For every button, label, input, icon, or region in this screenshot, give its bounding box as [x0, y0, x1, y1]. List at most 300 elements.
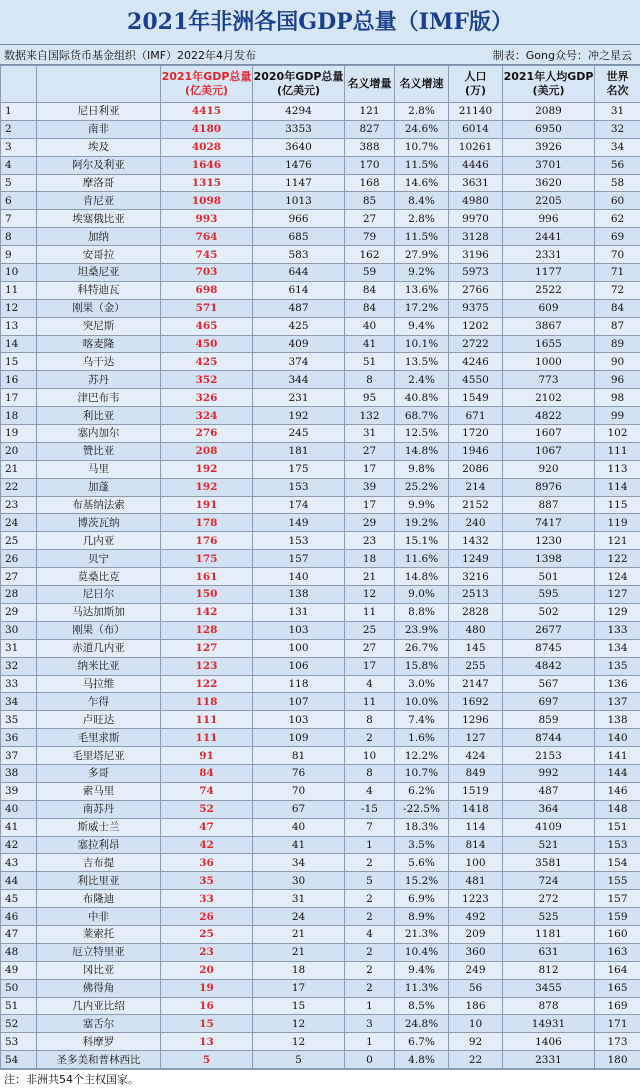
per-capita-cell: 6950 [503, 120, 595, 138]
table-row [1, 961, 640, 979]
increase-cell: 17 [345, 496, 395, 514]
increase-cell: 132 [345, 407, 395, 425]
rank-cell: 13 [1, 317, 37, 335]
population-cell: 1418 [449, 800, 503, 818]
table-row [1, 442, 640, 460]
gdp2020-cell: 30 [253, 872, 345, 890]
increase-cell: 4 [345, 782, 395, 800]
population-cell: 2147 [449, 675, 503, 693]
country-cell: 安哥拉 [37, 246, 161, 264]
gdp2020-cell: 81 [253, 747, 345, 765]
per-capita-cell: 8745 [503, 639, 595, 657]
per-capita-cell: 4842 [503, 657, 595, 675]
growth-cell: 15.1% [395, 532, 449, 550]
gdp2020-cell: 12 [253, 1015, 345, 1033]
rank-cell: 14 [1, 335, 37, 353]
table-row [1, 603, 640, 621]
table-row [1, 925, 640, 943]
header-gdp2021-line2: (亿美元) [161, 84, 252, 98]
growth-cell: 9.4% [395, 961, 449, 979]
population-cell: 3216 [449, 568, 503, 586]
per-capita-cell: 2331 [503, 246, 595, 264]
rank-cell: 36 [1, 729, 37, 747]
gdp2020-cell: 4294 [253, 103, 345, 121]
country-cell: 贝宁 [37, 550, 161, 568]
gdp-table [0, 65, 640, 1069]
table-row [1, 192, 640, 210]
growth-cell: 24.6% [395, 120, 449, 138]
world-rank-cell: 114 [595, 478, 640, 496]
world-rank-cell: 111 [595, 442, 640, 460]
per-capita-cell: 567 [503, 675, 595, 693]
population-cell: 2828 [449, 603, 503, 621]
increase-cell: 2 [345, 979, 395, 997]
growth-cell: 11.5% [395, 228, 449, 246]
gdp2020-cell: 149 [253, 514, 345, 532]
population-cell: 100 [449, 854, 503, 872]
per-capita-cell: 3581 [503, 854, 595, 872]
growth-cell: 2.8% [395, 103, 449, 121]
population-cell: 424 [449, 747, 503, 765]
population-cell: 1692 [449, 693, 503, 711]
growth-cell: 11.6% [395, 550, 449, 568]
header-world-rank-line1: 世界 [595, 70, 640, 84]
world-rank-cell: 165 [595, 979, 640, 997]
rank-cell: 52 [1, 1015, 37, 1033]
gdp2020-cell: 1013 [253, 192, 345, 210]
table-row [1, 246, 640, 264]
per-capita-cell: 920 [503, 460, 595, 478]
header-gdp2020 [253, 66, 345, 103]
per-capita-cell: 1607 [503, 425, 595, 443]
gdp2021-cell: 111 [161, 711, 253, 729]
country-cell: 布基纳法索 [37, 496, 161, 514]
country-cell: 圣多美和普林西比 [37, 1051, 161, 1069]
growth-cell: 8.9% [395, 908, 449, 926]
growth-cell: 15.8% [395, 657, 449, 675]
table-row [1, 890, 640, 908]
population-cell: 481 [449, 872, 503, 890]
world-rank-cell: 134 [595, 639, 640, 657]
table-row [1, 747, 640, 765]
per-capita-cell: 773 [503, 371, 595, 389]
country-cell: 加纳 [37, 228, 161, 246]
population-cell: 209 [449, 925, 503, 943]
per-capita-cell: 8744 [503, 729, 595, 747]
population-cell: 9970 [449, 210, 503, 228]
country-cell: 乌干达 [37, 353, 161, 371]
country-cell: 喀麦隆 [37, 335, 161, 353]
growth-cell: 9.8% [395, 460, 449, 478]
increase-cell: 21 [345, 568, 395, 586]
world-rank-cell: 135 [595, 657, 640, 675]
population-cell: 255 [449, 657, 503, 675]
growth-cell: 14.6% [395, 174, 449, 192]
rank-cell: 53 [1, 1033, 37, 1051]
increase-cell: 59 [345, 264, 395, 282]
country-cell: 坦桑尼亚 [37, 264, 161, 282]
growth-cell: 4.8% [395, 1051, 449, 1069]
rank-cell: 39 [1, 782, 37, 800]
increase-cell: 8 [345, 711, 395, 729]
increase-cell: 10 [345, 747, 395, 765]
world-rank-cell: 98 [595, 389, 640, 407]
table-row [1, 729, 640, 747]
per-capita-cell: 1655 [503, 335, 595, 353]
growth-cell: 9.2% [395, 264, 449, 282]
gdp2020-cell: 157 [253, 550, 345, 568]
table-row [1, 657, 640, 675]
table-row [1, 228, 640, 246]
gdp2020-cell: 109 [253, 729, 345, 747]
world-rank-cell: 157 [595, 890, 640, 908]
country-cell: 阿尔及利亚 [37, 156, 161, 174]
per-capita-cell: 878 [503, 997, 595, 1015]
gdp2020-cell: 21 [253, 943, 345, 961]
growth-cell: 10.0% [395, 693, 449, 711]
growth-cell: 26.7% [395, 639, 449, 657]
increase-cell: 2 [345, 908, 395, 926]
rank-cell: 4 [1, 156, 37, 174]
increase-cell: 2 [345, 890, 395, 908]
population-cell: 671 [449, 407, 503, 425]
credit-text: 制表：Gong众号：冲之星云 [493, 47, 632, 63]
growth-cell: 5.6% [395, 854, 449, 872]
per-capita-cell: 609 [503, 299, 595, 317]
growth-cell: -22.5% [395, 800, 449, 818]
growth-cell: 10.1% [395, 335, 449, 353]
rank-cell: 12 [1, 299, 37, 317]
country-cell: 厄立特里亚 [37, 943, 161, 961]
gdp2020-cell: 245 [253, 425, 345, 443]
gdp2020-cell: 231 [253, 389, 345, 407]
table-row [1, 818, 640, 836]
gdp2021-cell: 191 [161, 496, 253, 514]
world-rank-cell: 180 [595, 1051, 640, 1069]
header-world-rank-line2: 名次 [595, 84, 640, 98]
header-gdp2021 [161, 66, 253, 103]
increase-cell: 170 [345, 156, 395, 174]
table-row [1, 568, 640, 586]
population-cell: 22 [449, 1051, 503, 1069]
source-text: 数据来自国际货币基金组织（IMF）2022年4月发布 [4, 47, 256, 63]
country-cell: 尼日利亚 [37, 103, 161, 121]
rank-cell: 6 [1, 192, 37, 210]
country-cell: 津巴布韦 [37, 389, 161, 407]
per-capita-cell: 1406 [503, 1033, 595, 1051]
population-cell: 2766 [449, 281, 503, 299]
rank-cell: 50 [1, 979, 37, 997]
population-cell: 4550 [449, 371, 503, 389]
gdp2021-cell: 1315 [161, 174, 253, 192]
gdp2021-cell: 425 [161, 353, 253, 371]
gdp2021-cell: 192 [161, 460, 253, 478]
population-cell: 10261 [449, 138, 503, 156]
header-population-line1: 人口 [449, 70, 502, 84]
growth-cell: 9.9% [395, 496, 449, 514]
header-growth-line1: 名义增速 [395, 77, 448, 91]
per-capita-cell: 501 [503, 568, 595, 586]
growth-cell: 25.2% [395, 478, 449, 496]
gdp2021-cell: 127 [161, 639, 253, 657]
increase-cell: 18 [345, 550, 395, 568]
population-cell: 6014 [449, 120, 503, 138]
table-header-row [1, 66, 640, 103]
gdp2021-cell: 1646 [161, 156, 253, 174]
gdp2021-cell: 19 [161, 979, 253, 997]
country-cell: 毛里塔尼亚 [37, 747, 161, 765]
country-cell: 塞舌尔 [37, 1015, 161, 1033]
population-cell: 492 [449, 908, 503, 926]
country-cell: 吉布提 [37, 854, 161, 872]
gdp2021-cell: 324 [161, 407, 253, 425]
country-cell: 利比亚 [37, 407, 161, 425]
country-cell: 马里 [37, 460, 161, 478]
gdp2021-cell: 176 [161, 532, 253, 550]
growth-cell: 6.9% [395, 890, 449, 908]
per-capita-cell: 2677 [503, 621, 595, 639]
gdp2020-cell: 174 [253, 496, 345, 514]
world-rank-cell: 70 [595, 246, 640, 264]
population-cell: 1223 [449, 890, 503, 908]
population-cell: 2722 [449, 335, 503, 353]
gdp2020-cell: 103 [253, 621, 345, 639]
table-row [1, 586, 640, 604]
gdp2020-cell: 3640 [253, 138, 345, 156]
increase-cell: 8 [345, 371, 395, 389]
per-capita-cell: 4822 [503, 407, 595, 425]
increase-cell: 1 [345, 836, 395, 854]
gdp2021-cell: 178 [161, 514, 253, 532]
population-cell: 1249 [449, 550, 503, 568]
increase-cell: 2 [345, 943, 395, 961]
population-cell: 2513 [449, 586, 503, 604]
gdp2021-cell: 15 [161, 1015, 253, 1033]
per-capita-cell: 3867 [503, 317, 595, 335]
increase-cell: 84 [345, 299, 395, 317]
population-cell: 1296 [449, 711, 503, 729]
gdp2020-cell: 583 [253, 246, 345, 264]
table-row [1, 675, 640, 693]
country-cell: 莱索托 [37, 925, 161, 943]
per-capita-cell: 631 [503, 943, 595, 961]
header-world-rank [595, 66, 640, 103]
per-capita-cell: 1177 [503, 264, 595, 282]
growth-cell: 40.8% [395, 389, 449, 407]
rank-cell: 19 [1, 425, 37, 443]
world-rank-cell: 69 [595, 228, 640, 246]
per-capita-cell: 7417 [503, 514, 595, 532]
world-rank-cell: 133 [595, 621, 640, 639]
world-rank-cell: 140 [595, 729, 640, 747]
world-rank-cell: 122 [595, 550, 640, 568]
world-rank-cell: 153 [595, 836, 640, 854]
growth-cell: 18.3% [395, 818, 449, 836]
population-cell: 360 [449, 943, 503, 961]
gdp2021-cell: 1098 [161, 192, 253, 210]
increase-cell: 121 [345, 103, 395, 121]
rank-cell: 43 [1, 854, 37, 872]
world-rank-cell: 155 [595, 872, 640, 890]
header-per-capita [503, 66, 595, 103]
table-row [1, 174, 640, 192]
increase-cell: 4 [345, 675, 395, 693]
increase-cell: 29 [345, 514, 395, 532]
population-cell: 4446 [449, 156, 503, 174]
gdp2021-cell: 175 [161, 550, 253, 568]
gdp2020-cell: 192 [253, 407, 345, 425]
gdp2020-cell: 76 [253, 764, 345, 782]
increase-cell: 95 [345, 389, 395, 407]
rank-cell: 41 [1, 818, 37, 836]
rank-cell: 51 [1, 997, 37, 1015]
growth-cell: 17.2% [395, 299, 449, 317]
country-cell: 马达加斯加 [37, 603, 161, 621]
table-row [1, 800, 640, 818]
gdp2020-cell: 15 [253, 997, 345, 1015]
population-cell: 127 [449, 729, 503, 747]
table-row [1, 532, 640, 550]
world-rank-cell: 138 [595, 711, 640, 729]
gdp2021-cell: 192 [161, 478, 253, 496]
gdp2021-cell: 36 [161, 854, 253, 872]
gdp2021-cell: 52 [161, 800, 253, 818]
per-capita-cell: 525 [503, 908, 595, 926]
table-row [1, 854, 640, 872]
increase-cell: 17 [345, 657, 395, 675]
country-cell: 中非 [37, 908, 161, 926]
per-capita-cell: 2441 [503, 228, 595, 246]
country-cell: 南苏丹 [37, 800, 161, 818]
world-rank-cell: 60 [595, 192, 640, 210]
table-row [1, 317, 640, 335]
per-capita-cell: 14931 [503, 1015, 595, 1033]
page-title: 2021年非洲各国GDP总量（IMF版） [0, 0, 640, 44]
rank-cell: 45 [1, 890, 37, 908]
growth-cell: 23.9% [395, 621, 449, 639]
table-row [1, 1015, 640, 1033]
growth-cell: 10.7% [395, 764, 449, 782]
gdp2020-cell: 31 [253, 890, 345, 908]
rank-cell: 29 [1, 603, 37, 621]
world-rank-cell: 99 [595, 407, 640, 425]
gdp2020-cell: 17 [253, 979, 345, 997]
gdp2021-cell: 764 [161, 228, 253, 246]
rank-cell: 23 [1, 496, 37, 514]
world-rank-cell: 56 [595, 156, 640, 174]
world-rank-cell: 87 [595, 317, 640, 335]
gdp2021-cell: 13 [161, 1033, 253, 1051]
per-capita-cell: 859 [503, 711, 595, 729]
rank-cell: 37 [1, 747, 37, 765]
per-capita-cell: 502 [503, 603, 595, 621]
rank-cell: 5 [1, 174, 37, 192]
table-body [1, 103, 640, 1069]
world-rank-cell: 119 [595, 514, 640, 532]
gdp2021-cell: 84 [161, 764, 253, 782]
rank-cell: 18 [1, 407, 37, 425]
table-row [1, 407, 640, 425]
table-row [1, 264, 640, 282]
per-capita-cell: 4109 [503, 818, 595, 836]
population-cell: 849 [449, 764, 503, 782]
world-rank-cell: 113 [595, 460, 640, 478]
population-cell: 240 [449, 514, 503, 532]
gdp2021-cell: 74 [161, 782, 253, 800]
gdp2021-cell: 993 [161, 210, 253, 228]
increase-cell: 388 [345, 138, 395, 156]
gdp2020-cell: 70 [253, 782, 345, 800]
gdp2021-cell: 571 [161, 299, 253, 317]
header-per-capita-line1: 2021年人均GDP [503, 70, 594, 84]
increase-cell: -15 [345, 800, 395, 818]
world-rank-cell: 71 [595, 264, 640, 282]
gdp2020-cell: 409 [253, 335, 345, 353]
growth-cell: 1.6% [395, 729, 449, 747]
country-cell: 加蓬 [37, 478, 161, 496]
world-rank-cell: 144 [595, 764, 640, 782]
header-population-line2: (万) [449, 84, 502, 98]
increase-cell: 827 [345, 120, 395, 138]
population-cell: 9375 [449, 299, 503, 317]
population-cell: 1202 [449, 317, 503, 335]
gdp2020-cell: 344 [253, 371, 345, 389]
table-row [1, 979, 640, 997]
gdp2020-cell: 374 [253, 353, 345, 371]
source-bar [0, 44, 640, 65]
rank-cell: 40 [1, 800, 37, 818]
rank-cell: 47 [1, 925, 37, 943]
country-cell: 毛里求斯 [37, 729, 161, 747]
per-capita-cell: 2331 [503, 1051, 595, 1069]
country-cell: 埃塞俄比亚 [37, 210, 161, 228]
table-row [1, 389, 640, 407]
table-row [1, 550, 640, 568]
world-rank-cell: 154 [595, 854, 640, 872]
country-cell: 科摩罗 [37, 1033, 161, 1051]
rank-cell: 42 [1, 836, 37, 854]
world-rank-cell: 96 [595, 371, 640, 389]
per-capita-cell: 1181 [503, 925, 595, 943]
table-row [1, 335, 640, 353]
growth-cell: 11.5% [395, 156, 449, 174]
rank-cell: 24 [1, 514, 37, 532]
world-rank-cell: 102 [595, 425, 640, 443]
gdp2020-cell: 153 [253, 478, 345, 496]
rank-cell: 8 [1, 228, 37, 246]
world-rank-cell: 89 [595, 335, 640, 353]
rank-cell: 27 [1, 568, 37, 586]
growth-cell: 10.4% [395, 943, 449, 961]
table-row [1, 514, 640, 532]
per-capita-cell: 3455 [503, 979, 595, 997]
growth-cell: 3.5% [395, 836, 449, 854]
country-cell: 埃及 [37, 138, 161, 156]
table-row [1, 943, 640, 961]
rank-cell: 28 [1, 586, 37, 604]
gdp2020-cell: 12 [253, 1033, 345, 1051]
increase-cell: 11 [345, 603, 395, 621]
rank-cell: 2 [1, 120, 37, 138]
population-cell: 4980 [449, 192, 503, 210]
country-cell: 赞比亚 [37, 442, 161, 460]
growth-cell: 13.5% [395, 353, 449, 371]
table-row [1, 764, 640, 782]
increase-cell: 168 [345, 174, 395, 192]
gdp2020-cell: 685 [253, 228, 345, 246]
increase-cell: 27 [345, 442, 395, 460]
increase-cell: 31 [345, 425, 395, 443]
